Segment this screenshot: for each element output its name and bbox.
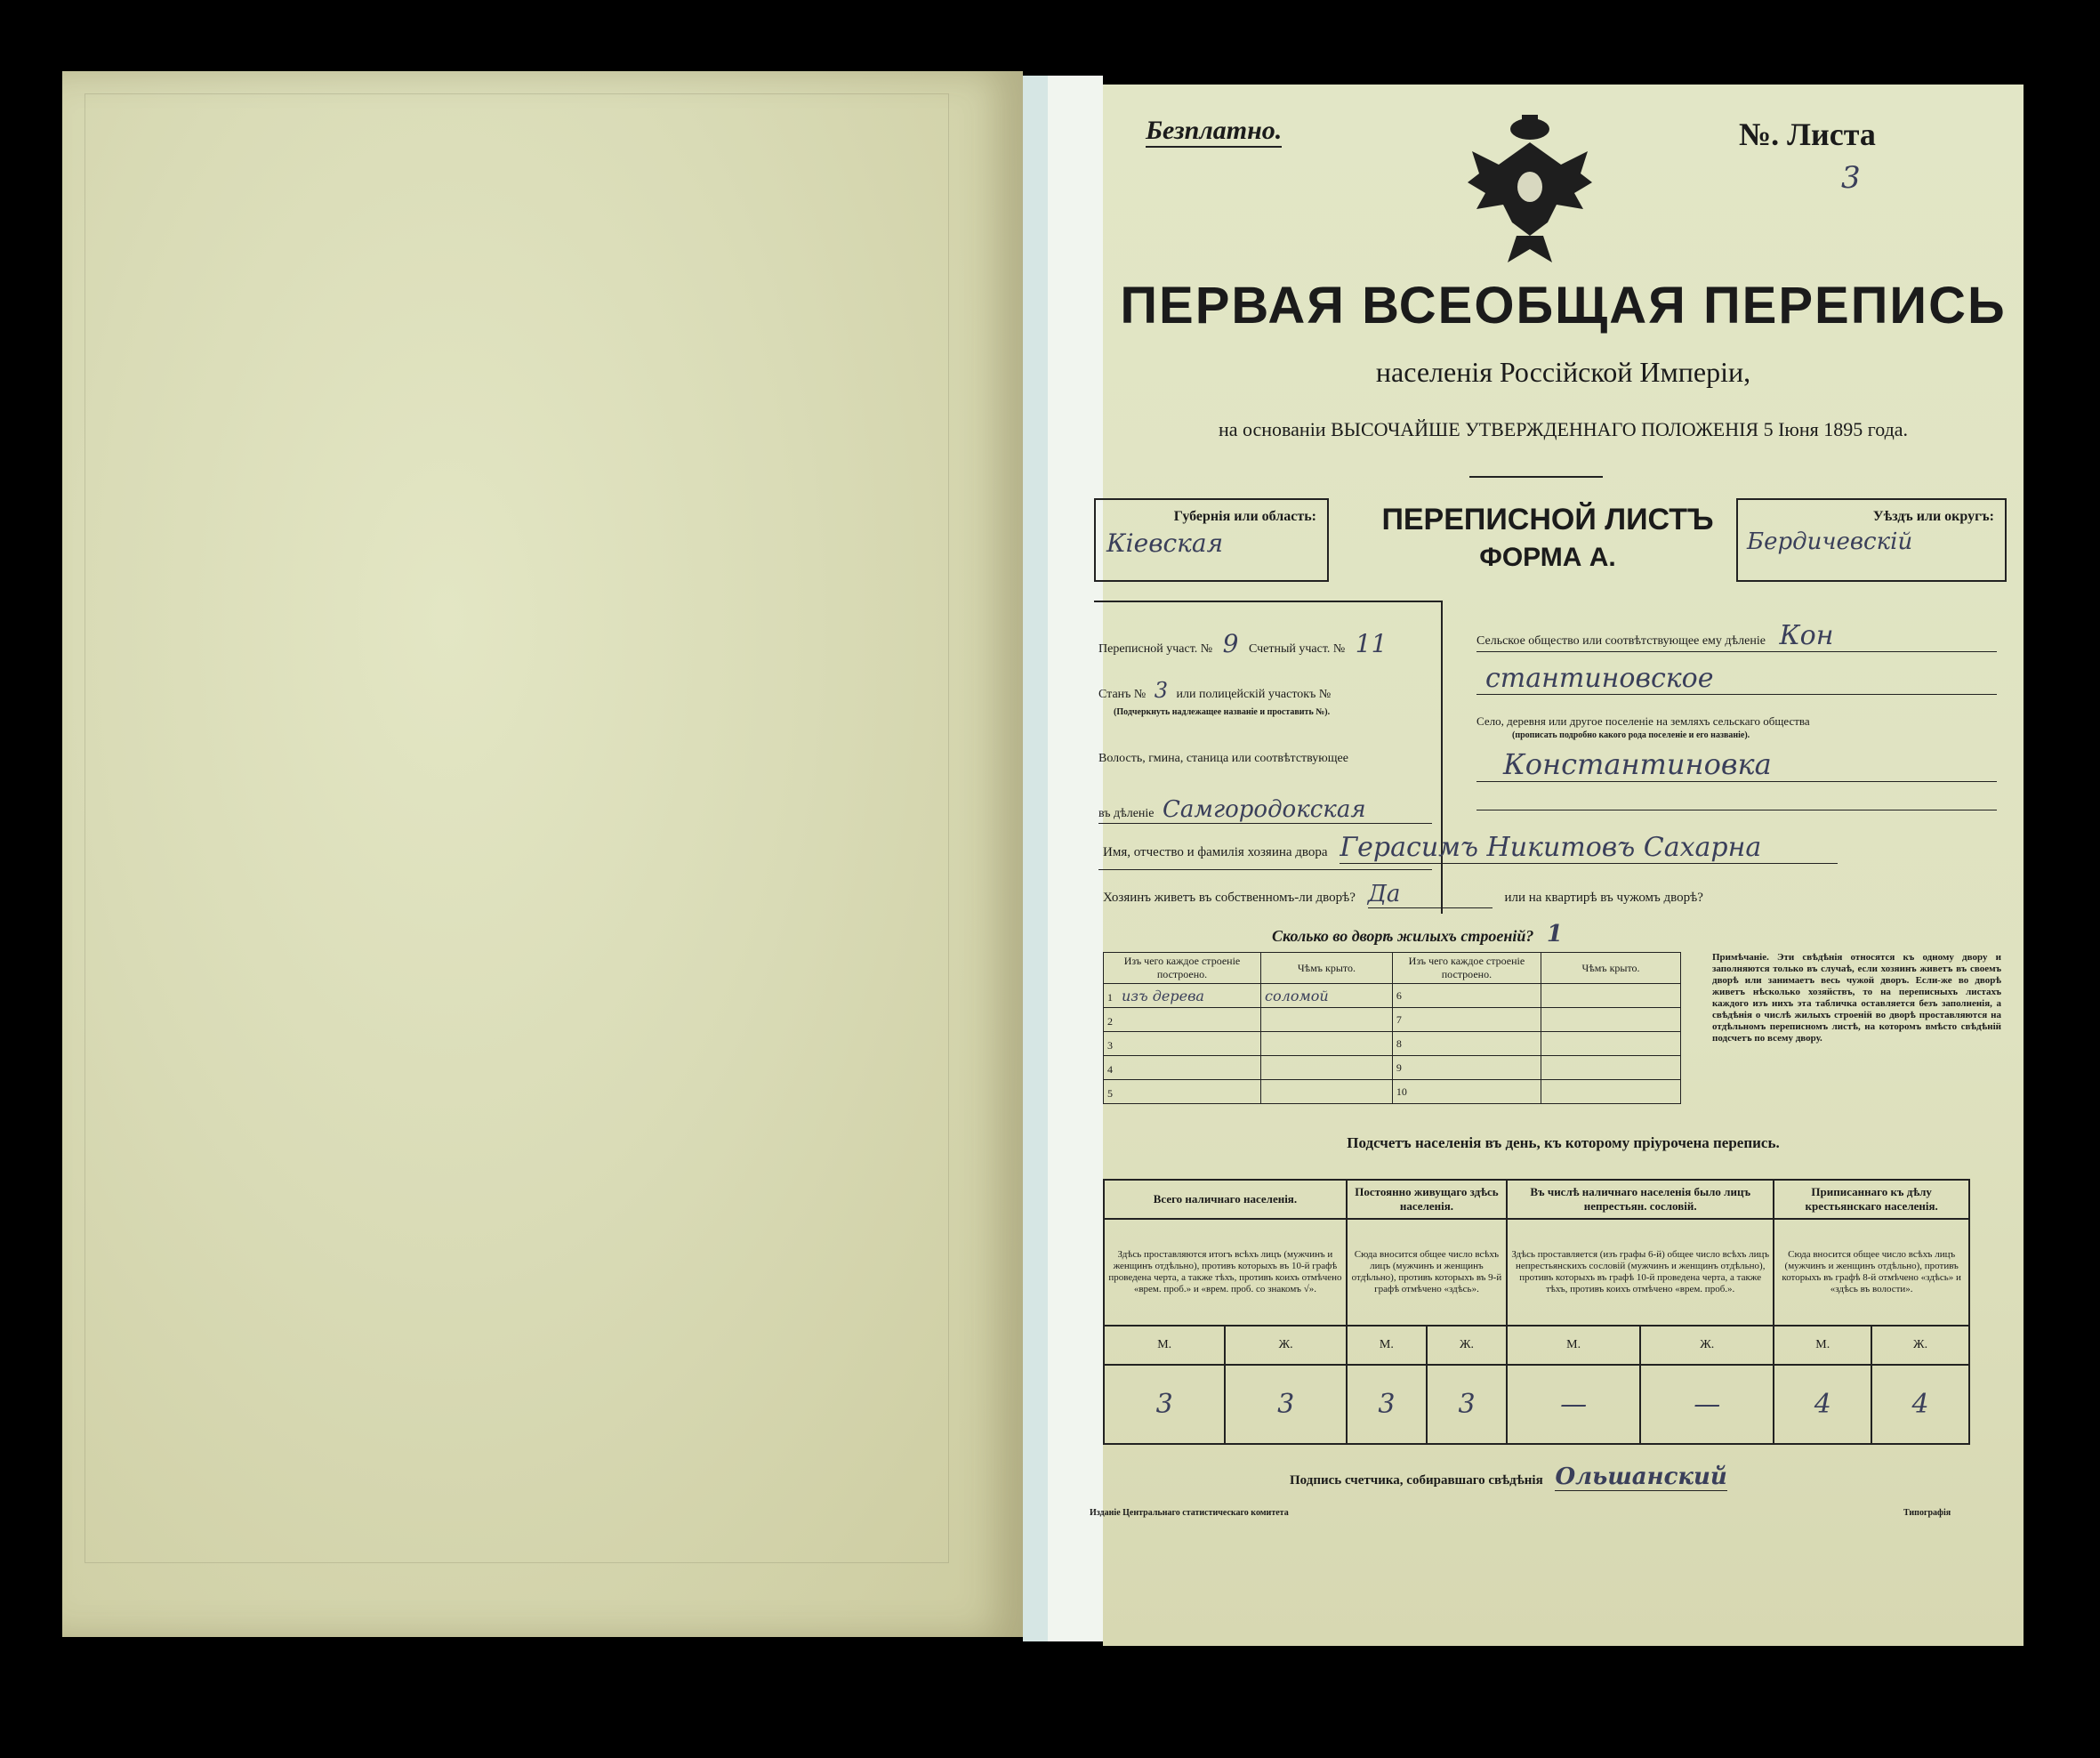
society-label: Сельское общество или соотвѣтствующее ему дѣленіе — [1476, 634, 1766, 648]
female-header: Ж. — [1225, 1326, 1346, 1365]
village-note: (прописать подробно какого рода поселеніе и его названіе). — [1512, 730, 1750, 740]
province-value: Кіевская — [1106, 528, 1224, 558]
table-row — [1104, 1056, 1681, 1080]
row-number: 5 — [1107, 1086, 1113, 1100]
left-page-frame — [84, 93, 949, 1563]
roof-cell: соломой — [1261, 984, 1393, 1008]
material-cell — [1104, 1080, 1261, 1104]
owner-lives-row — [1103, 881, 1997, 908]
roof-cell — [1541, 984, 1681, 1008]
population-group-desc: Здѣсь проставляется (изъ графы 6-й) общее число всѣхъ лицъ непрестьянскихъ сословій (мужчинъ и женщинъ отдѣльно), противъ которыхъ въ графѣ 10-й проведена черта, а также тѣхъ, противъ коихъ отмѣчено «врем. проб.». — [1507, 1219, 1774, 1326]
volost-label-2: въ дѣленіе — [1098, 807, 1155, 820]
printer-left: Изданіе Центральнаго статистическаго комитета — [1090, 1508, 1289, 1518]
material-cell — [1104, 1008, 1261, 1032]
owner-lives-suffix: или на квартирѣ въ чужомъ дворѣ? — [1504, 891, 1703, 905]
col-header: Чѣмъ крыто. — [1261, 953, 1393, 984]
col-header: Изъ чего каждое строеніе построено. — [1392, 953, 1541, 984]
col-header: Изъ чего каждое строеніе построено. — [1104, 953, 1261, 984]
census-area-value: 9 — [1222, 629, 1239, 658]
population-group-desc: Сюда вносится общее число всѣхъ лицъ (мужчинъ и женщинъ отдѣльно), противъ которыхъ въ графѣ 8-й отмѣчено «здѣсь» и «здѣсь въ волости». — [1774, 1219, 1969, 1326]
buildings-note: Примѣчаніе. Эти свѣдѣнія относятся къ одному двору и заполняются только въ случаѣ, если хозяинъ живетъ въ своемъ дворѣ или занимаетъ весь чужой дворъ. Если-же во дворѣ живетъ нѣсколько хозяйствъ, то на переписныхъ листахъ каждого изъ нихъ эта табличка оставляется безъ заполненія, а свѣдѣнія о числѣ жилыхъ строеній во дворѣ проставляются на отдѣльномъ переписномъ листѣ, на которомъ вмѣсто свѣдѣній подсчетъ по всему двору. — [1712, 952, 2001, 1044]
district-label: Уѣздъ или округъ: — [1872, 509, 1994, 524]
census-area-label: Переписной участ. № — [1098, 642, 1213, 656]
male-header: М. — [1774, 1326, 1871, 1365]
village-value: Константиновка — [1503, 747, 1772, 781]
population-desc-row — [1104, 1219, 1969, 1326]
population-group-desc: Здѣсь проставляются итогъ всѣхъ лицъ (мужчинъ и женщинъ отдѣльно), противъ которыхъ въ 10-й графѣ проведена черта, а также тѣхъ, противъ коихъ отмѣчено «врем. проб.» и «врем. проб. со знакомъ √». — [1104, 1219, 1347, 1326]
population-group-desc: Сюда вносится общее число всѣхъ лицъ (мужчинъ и женщинъ отдѣльно), противъ которыхъ въ 9-й графѣ отмѣчено «здѣсь». — [1347, 1219, 1507, 1326]
female-header: Ж. — [1640, 1326, 1774, 1365]
district-box — [1736, 498, 2007, 582]
location-fields-right — [1476, 601, 2001, 912]
province-label: Губернія или область: — [1173, 509, 1316, 524]
roof-cell — [1541, 1032, 1681, 1056]
volost-label: Волость, гмина, станица или соотвѣтствующее — [1098, 752, 1348, 765]
census-form-page — [1090, 85, 2024, 1646]
count-area-value: 11 — [1355, 629, 1388, 658]
village-label: Село, деревня или другое поселеніе на земляхъ сельскаго общества — [1476, 714, 1810, 728]
signature-value: Ольшанский — [1555, 1464, 1727, 1490]
table-header-row — [1104, 953, 1681, 984]
col-header: Чѣмъ крыто. — [1541, 953, 1681, 984]
owner-lives-label: Хозяинъ живетъ въ собственномъ-ли дворѣ? — [1103, 891, 1356, 905]
blank-line — [1098, 869, 1432, 870]
location-fields-left — [1094, 601, 1443, 914]
row-number: 2 — [1107, 1014, 1113, 1028]
roof-cell — [1541, 1008, 1681, 1032]
row-number: 7 — [1392, 1008, 1541, 1032]
table-row — [1104, 1080, 1681, 1104]
population-group-header: Всего наличнаго населенія. — [1104, 1180, 1347, 1219]
census-basis: на основаніи ВЫСОЧАЙШЕ УТВЕРЖДЕННАГО ПОЛОЖЕНІЯ 5 Іюня 1895 года. — [1218, 418, 1909, 440]
stan-note: (Подчеркнуть надлежащее названіе и проставить №). — [1114, 707, 1331, 717]
sheet-number-value: 3 — [1841, 160, 1861, 196]
roof-cell — [1541, 1080, 1681, 1104]
male-count: — — [1507, 1365, 1640, 1444]
male-header: М. — [1347, 1326, 1427, 1365]
free-label: Безплатно. — [1146, 116, 1282, 148]
signature-label: Подпись счетчика, собиравшаго свѣдѣнія — [1290, 1473, 1543, 1488]
owner-lives-value: Да — [1368, 881, 1493, 908]
row-number: 10 — [1392, 1080, 1541, 1104]
row-number: 8 — [1392, 1032, 1541, 1056]
table-row — [1104, 984, 1681, 1008]
census-title: ПЕРВАЯ ВСЕОБЩАЯ ПЕРЕПИСЬ — [1120, 277, 2007, 335]
roof-cell — [1541, 1056, 1681, 1080]
roof-cell — [1261, 1008, 1393, 1032]
female-count: 3 — [1427, 1365, 1507, 1444]
row-number: 6 — [1392, 984, 1541, 1008]
male-count: 3 — [1104, 1365, 1225, 1444]
sheet-number-label: №. Листа — [1739, 117, 1876, 152]
female-count: — — [1640, 1365, 1774, 1444]
society-value-2: стантиновское — [1485, 663, 1714, 694]
divider — [1469, 476, 1603, 478]
population-values-row — [1104, 1365, 1969, 1444]
book-spine — [1023, 76, 1048, 1641]
row-number: 9 — [1392, 1056, 1541, 1080]
population-title: Подсчетъ населенія въ день, къ которому пріурочена перепись. — [1347, 1134, 1780, 1151]
stan-suffix: или полицейскій участокъ № — [1176, 688, 1332, 701]
male-header: М. — [1104, 1326, 1225, 1365]
male-count: 3 — [1347, 1365, 1427, 1444]
province-box — [1094, 498, 1329, 582]
imperial-eagle-icon — [1463, 111, 1597, 267]
roof-cell — [1261, 1032, 1393, 1056]
signature-row — [1290, 1464, 1727, 1490]
female-header: Ж. — [1871, 1326, 1969, 1365]
owner-label: Имя, отчество и фамилія хозяина двора — [1103, 845, 1328, 859]
material-cell — [1104, 1056, 1261, 1080]
census-subtitle: населенія Россійской Имперіи, — [1375, 356, 1751, 388]
buildings-value: 1 — [1546, 921, 1563, 948]
district-value: Бердичевскій — [1747, 528, 1913, 555]
roof-cell — [1261, 1080, 1393, 1104]
row-number: 1 — [1107, 990, 1113, 1004]
stan-label: Станъ № — [1098, 688, 1147, 701]
owner-row — [1103, 832, 1997, 864]
female-count: 4 — [1871, 1365, 1969, 1444]
female-count: 3 — [1225, 1365, 1346, 1444]
count-area-label: Счетный участ. № — [1248, 642, 1346, 656]
buildings-table — [1103, 952, 1681, 1104]
population-header-row — [1104, 1180, 1969, 1219]
row-number: 3 — [1107, 1038, 1113, 1052]
table-row — [1104, 1032, 1681, 1056]
population-group-header: Постоянно живущаго здѣсь населенія. — [1347, 1180, 1507, 1219]
buildings-row — [1272, 921, 1563, 948]
form-title: ПЕРЕПИСНОЙ ЛИСТЪ — [1381, 503, 1714, 536]
volost-value: Самгородокская — [1163, 796, 1366, 823]
buildings-label: Сколько во дворѣ жилыхъ строеній? — [1272, 927, 1534, 945]
male-header: М. — [1507, 1326, 1640, 1365]
roof-cell — [1261, 1056, 1393, 1080]
population-sex-row — [1104, 1326, 1969, 1365]
printer-right: Типографія — [1903, 1508, 1951, 1518]
material-value: изъ дерева — [1122, 987, 1204, 1004]
population-group-header: Приписаннаго къ дѣлу крестьянскаго населенія. — [1774, 1180, 1969, 1219]
population-table — [1103, 1179, 1970, 1445]
male-count: 4 — [1774, 1365, 1871, 1444]
material-cell — [1104, 984, 1261, 1008]
material-cell — [1104, 1032, 1261, 1056]
female-header: Ж. — [1427, 1326, 1507, 1365]
form-subtitle: ФОРМА А. — [1479, 543, 1616, 572]
row-number: 4 — [1107, 1062, 1113, 1076]
table-row — [1104, 1008, 1681, 1032]
population-group-header: Въ числѣ наличнаго населенія было лицъ непрестьян. сословій. — [1507, 1180, 1774, 1219]
owner-value: Герасимъ Никитовъ Сахарна — [1340, 832, 1838, 864]
stan-value: 3 — [1154, 678, 1169, 703]
society-value-1: Кон — [1779, 620, 1834, 651]
